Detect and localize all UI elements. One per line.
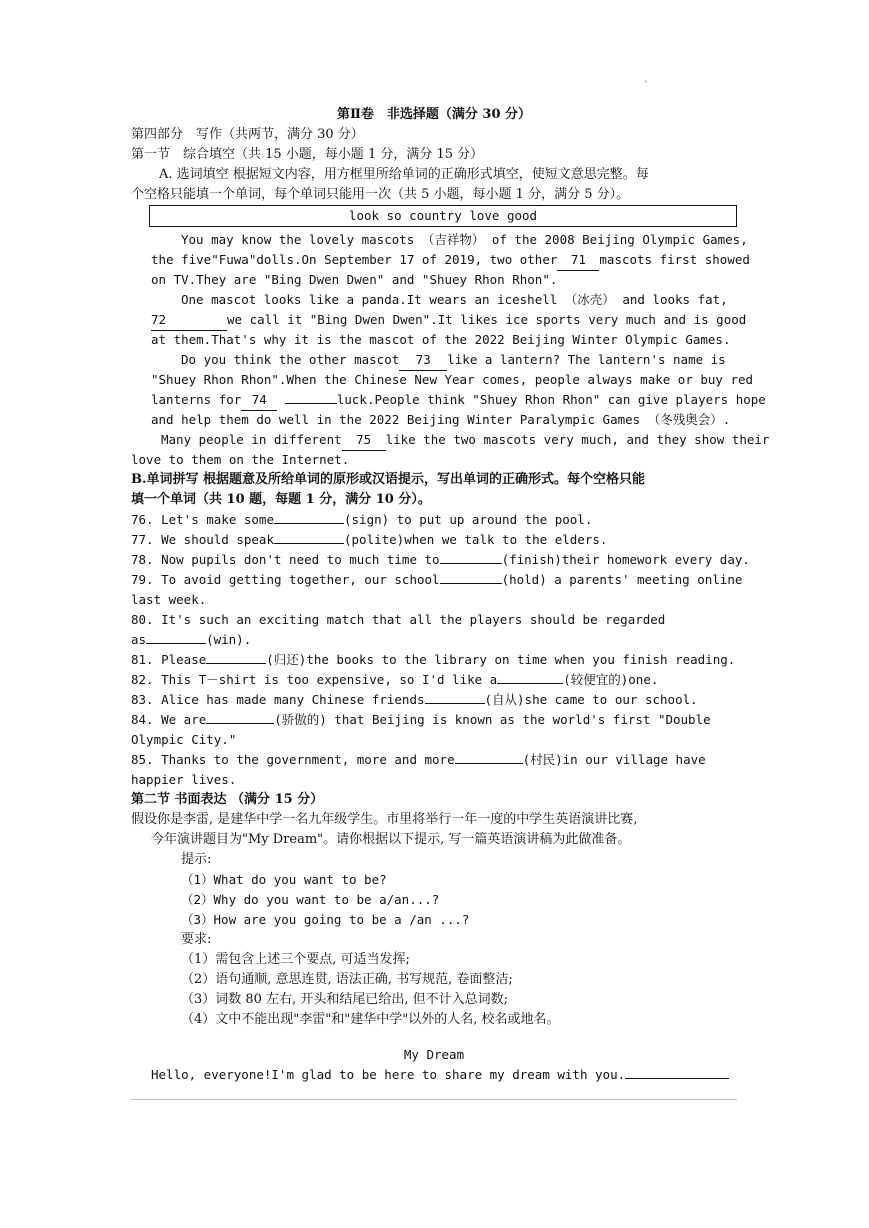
requirement-item: （3）词数 80 左右, 开头和结尾已给出, 但不计入总词数; <box>181 992 508 1007</box>
passage-text: like a lantern? The lantern's name is <box>447 352 726 367</box>
answer-blank[interactable] <box>497 671 563 684</box>
answer-blank[interactable] <box>146 631 206 644</box>
passage-line <box>151 250 757 271</box>
answer-blank[interactable] <box>425 691 485 704</box>
question-text: (自从)she came to our school. <box>484 692 698 707</box>
answer-blank[interactable] <box>206 651 266 664</box>
blank-74[interactable]: 74 <box>241 390 277 411</box>
passage-line: love to them on the Internet. <box>131 452 350 467</box>
blank-75[interactable]: 75 <box>342 430 386 451</box>
question-77 <box>131 530 737 550</box>
passage-line <box>161 430 770 451</box>
question-81 <box>131 650 737 670</box>
question-80-cont <box>131 630 737 650</box>
question-85-cont: happier lives. <box>131 772 237 787</box>
hint-item: （3）How are you going to be a /an ...? <box>181 912 470 927</box>
passage-text: mascots first showed <box>599 252 750 267</box>
question-79 <box>131 570 743 590</box>
blank-72[interactable]: 72 <box>151 310 227 331</box>
paper-title: 第Ⅱ卷 非选择题（满分 30 分） <box>336 107 532 122</box>
passage-line <box>151 390 766 411</box>
passage-text: Do you think the other mascot <box>181 352 400 367</box>
question-83 <box>131 690 737 710</box>
question-text: (sign) to put up around the pool. <box>344 512 593 527</box>
passage-line: at them.That's why it is the mascot of the 2022 Beijing Winter Olympic Games. <box>151 332 731 347</box>
section-b-heading: 填一个单词（共 10 题，每题 1 分，满分 10 分）。 <box>131 492 431 507</box>
instruction-a-line2: 个空格只能填一个单词，每个单词只能用一次（共 5 小题，每小题 1 分，满分 5 分）。 <box>131 187 630 202</box>
passage-text: the five"Fuwa"dolls.On September 17 of 2019, two other <box>151 252 558 267</box>
essay-opening-text: Hello, everyone!I'm glad to be here to share my dream with you. <box>151 1067 626 1082</box>
question-text: 83. Alice has made many Chinese friends <box>131 692 425 707</box>
question-text: 79. To avoid getting together, our school <box>131 572 440 587</box>
passage-line: One mascot looks like a panda.It wears an iceshell （冰壳） and looks fat, <box>181 292 728 307</box>
answer-blank[interactable] <box>440 571 502 584</box>
section-b-heading: B.单词拼写 根据题意及所给单词的原形或汉语提示，写出单词的正确形式。每个空格只能 <box>131 472 646 487</box>
section1-heading: 第一节 综合填空（共 15 小题，每小题 1 分，满分 15 分） <box>131 147 484 162</box>
hint-item: （1）What do you want to be? <box>181 872 387 887</box>
question-78 <box>131 550 750 570</box>
blank-74-ext <box>285 403 337 404</box>
question-76 <box>131 510 737 530</box>
question-text: (骄傲的) that Beijing is known as the world's first "Double <box>274 712 711 727</box>
question-text: (hold) a parents' meeting online <box>501 572 743 587</box>
question-text: 81. Please <box>131 652 207 667</box>
writing-line[interactable] <box>131 1099 737 1100</box>
question-text: as <box>131 632 147 647</box>
writing-prompt: 今年演讲题目为"My Dream"。请你根据以下提示, 写一篇英语演讲稿为此做准备。 <box>151 832 631 847</box>
essay-opening <box>151 1065 757 1085</box>
question-text: (polite)when we talk to the elders. <box>344 532 608 547</box>
answer-blank[interactable] <box>274 531 344 544</box>
passage-line <box>181 350 787 371</box>
instruction-a-line1: A. 选词填空 根据短文内容，用方框里所给单词的正确形式填空，使短文意思完整。每 <box>159 167 649 182</box>
stray-dot: . <box>644 74 648 85</box>
question-text: (finish)their homework every day. <box>501 552 750 567</box>
requirements-label: 要求: <box>181 932 212 947</box>
passage-line: You may know the lovely mascots （吉祥物） of the 2008 Beijing Olympic Games, <box>181 232 748 247</box>
blank-71[interactable]: 71 <box>557 250 599 271</box>
answer-blank[interactable] <box>440 551 502 564</box>
answer-blank[interactable] <box>455 751 523 764</box>
passage-line: and help them do well in the 2022 Beijing Winter Paralympic Games （冬残奥会）. <box>151 412 731 427</box>
question-text: 84. We are <box>131 712 207 727</box>
passage-line: on TV.They are "Bing Dwen Dwen" and "Shuey Rhon Rhon". <box>151 272 558 287</box>
passage-text: lanterns for <box>151 392 242 407</box>
question-85 <box>131 750 737 770</box>
section2-heading: 第二节 书面表达 （满分 15 分） <box>131 792 324 807</box>
question-84 <box>131 710 737 730</box>
requirement-item: （1）需包含上述三个要点, 可适当发挥; <box>181 952 410 967</box>
question-80: 80. It's such an exciting match that all the players should be regarded <box>131 612 666 627</box>
question-text: 76. Let's make some <box>131 512 274 527</box>
hint-item: （2）Why do you want to be a/an...? <box>181 892 440 907</box>
passage-text: we call it "Bing Dwen Dwen".It likes ice sports very much and is good <box>227 312 747 327</box>
blank-73[interactable]: 73 <box>399 350 447 371</box>
essay-writing-line[interactable] <box>625 1066 729 1079</box>
question-text: 85. Thanks to the government, more and more <box>131 752 455 767</box>
writing-prompt: 假设你是李雷, 是建华中学一名九年级学生。市里将举行一年一度的中学生英语演讲比赛, <box>131 812 638 827</box>
requirement-item: （2）语句通顺, 意思连贯, 语法正确, 书写规范, 卷面整洁; <box>181 972 513 987</box>
part-heading: 第四部分 写作（共两节，满分 30 分） <box>131 127 364 142</box>
passage-line: "Shuey Rhon Rhon".When the Chinese New Year comes, people always make or buy red <box>151 372 754 387</box>
answer-blank[interactable] <box>274 511 344 524</box>
question-text: 82. This T－shirt is too expensive, so I'd like a <box>131 672 498 687</box>
passage-line <box>151 310 757 331</box>
question-text: (村民)in our village have <box>522 752 706 767</box>
requirement-item: （4）文中不能出现"李雷"和"建华中学"以外的人名, 校名或地名。 <box>181 1012 560 1027</box>
passage-text: like the two mascots very much, and they show their <box>385 432 770 447</box>
word-box: look so country love good <box>149 205 737 227</box>
answer-blank[interactable] <box>206 711 274 724</box>
passage-text: Many people in different <box>161 432 342 447</box>
question-text: 77. We should speak <box>131 532 274 547</box>
question-text: 78. Now pupils don't need to much time to <box>131 552 440 567</box>
hints-label: 提示: <box>181 852 212 867</box>
essay-title: My Dream <box>403 1047 465 1062</box>
question-82 <box>131 670 737 690</box>
question-text: (较便宜的)one. <box>563 672 659 687</box>
question-text: (归还)the books to the library on time when you finish reading. <box>266 652 736 667</box>
question-84-cont: Olympic City." <box>131 732 237 747</box>
question-text: (win). <box>206 632 252 647</box>
question-79-cont: last week. <box>131 592 207 607</box>
passage-text: luck.People think "Shuey Rhon Rhon" can give players hope <box>336 392 766 407</box>
